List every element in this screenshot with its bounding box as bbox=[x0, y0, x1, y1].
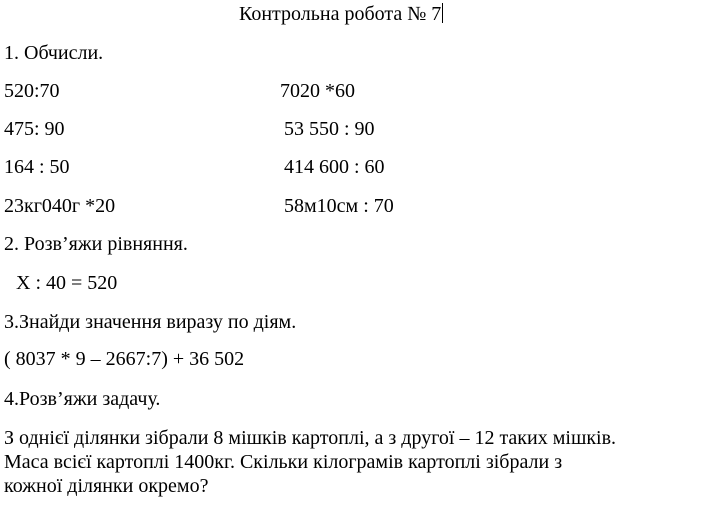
task3-expression: ( 8037 * 9 – 2667:7) + 36 502 bbox=[4, 348, 245, 370]
page-title-text: Контрольна робота № 7 bbox=[239, 3, 442, 25]
task1-row3-left: 164 : 50 bbox=[4, 156, 70, 178]
task1-row1-right: 7020 *60 bbox=[280, 80, 355, 102]
task1-row4-left: 23кг040г *20 bbox=[4, 195, 116, 217]
task1-heading: 1. Обчисли. bbox=[4, 42, 104, 64]
task4-problem-text bbox=[4, 426, 706, 498]
task4-line-3: кожної ділянки окремо? bbox=[4, 475, 209, 497]
task1-row4-right: 58м10см : 70 bbox=[284, 195, 394, 217]
page-title bbox=[239, 2, 443, 26]
task1-row3-right: 414 600 : 60 bbox=[284, 156, 385, 178]
text-cursor bbox=[442, 3, 443, 23]
task1-row2-right: 53 550 : 90 bbox=[284, 118, 375, 140]
task3-heading: 3.Знайди значення виразу по діям. bbox=[4, 311, 297, 333]
task2-equation: Х : 40 = 520 bbox=[16, 272, 118, 294]
task4-line-1: З однієї ділянки зібрали 8 мішків картоплі, а з другої – 12 таких мішків. bbox=[4, 427, 617, 449]
task1-row2-left: 475: 90 bbox=[4, 118, 65, 140]
task4-line-2: Маса всієї картоплі 1400кг. Скільки кілограмів картоплі зібрали з bbox=[4, 451, 563, 473]
task1-row1-left: 520:70 bbox=[4, 80, 60, 102]
task2-heading: 2. Розв’яжи рівняння. bbox=[4, 233, 188, 255]
task4-heading: 4.Розв’яжи задачу. bbox=[4, 388, 161, 410]
